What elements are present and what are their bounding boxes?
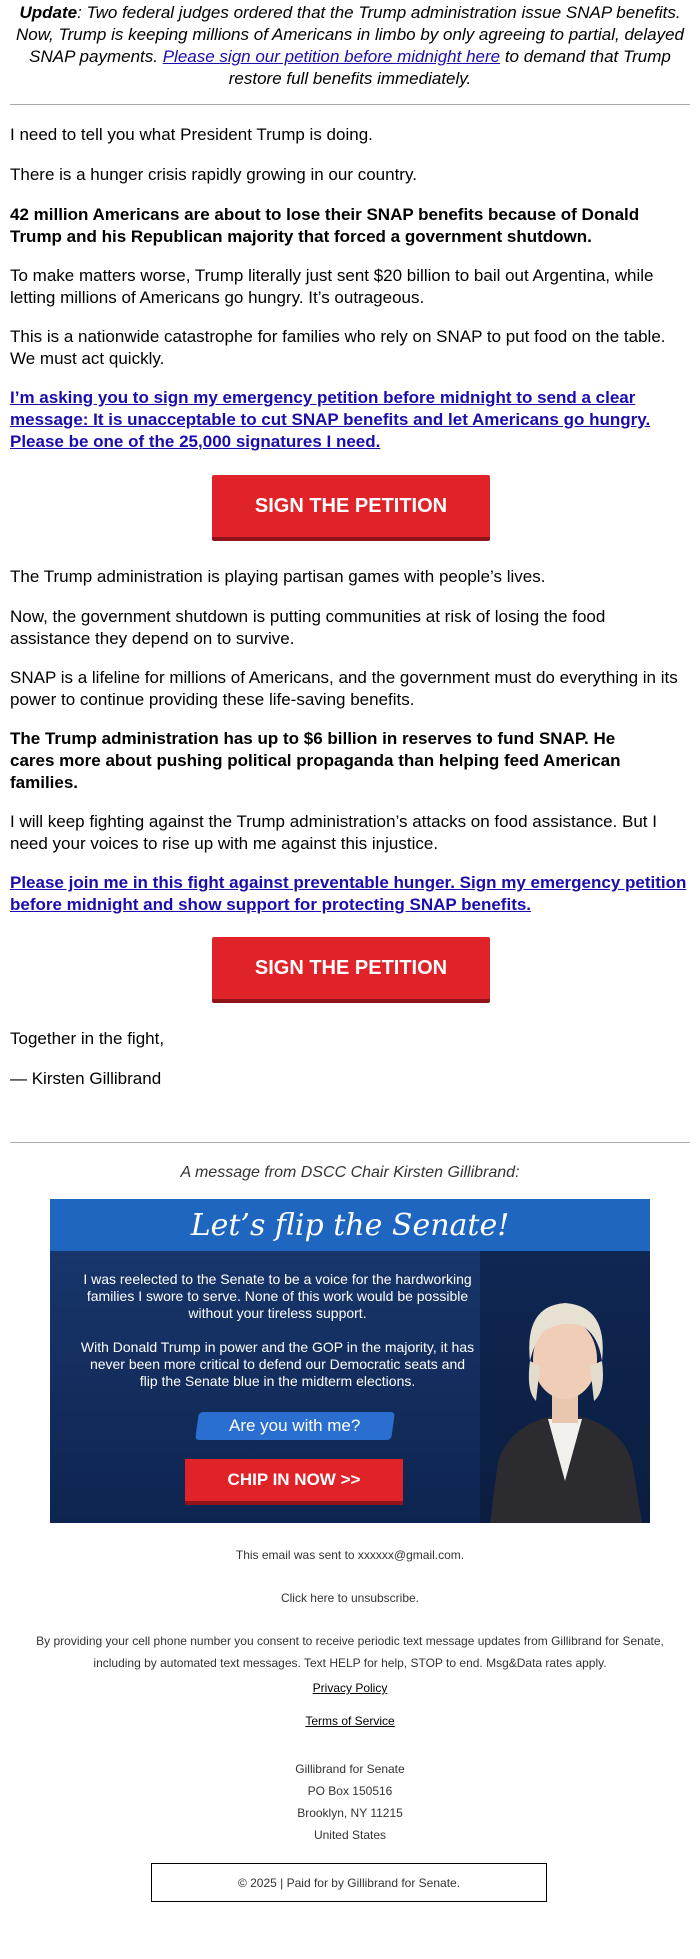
address-line-2: PO Box 150516 — [307, 1784, 393, 1798]
privacy-policy-wrap — [0, 1677, 700, 1699]
paragraph-1: I need to tell you what President Trump is doing. — [10, 125, 373, 144]
signature-wrap — [10, 1068, 690, 1090]
mailing-address — [0, 1758, 700, 1846]
paragraph-5: This is a nationwide catastrophe for families who rely on SNAP to put food on the table. We must act quickly. — [10, 327, 666, 368]
paragraph-6: The Trump administration is playing partisan games with people’s lives. — [10, 567, 546, 586]
signature: — Kirsten Gillibrand — [10, 1069, 162, 1088]
paragraph-9-bold: The Trump administration has up to $6 billion in reserves to fund SNAP. He cares more about pushing political propaganda than helping feed American families. — [10, 729, 621, 792]
petition-link-update[interactable]: Please sign our petition before midnight here — [162, 47, 501, 66]
banner-headline: Let’s flip the Senate! — [190, 1207, 510, 1243]
update-notice — [0, 0, 700, 90]
privacy-policy-link[interactable]: Privacy Policy — [312, 1681, 388, 1695]
paid-for-by-box — [151, 1863, 547, 1902]
donation-banner[interactable] — [50, 1199, 650, 1523]
petition-link-1-wrap — [10, 387, 690, 453]
sms-consent-text: By providing your cell phone number you consent to receive periodic text message updates from Gillibrand for Senate, including by automated text messages. Text HELP for help, STOP to end. Msg&Data rates apply. — [36, 1634, 664, 1670]
update-text-2: to demand that Trump restore full benefits immediately. — [228, 47, 671, 88]
update-label: Update — [19, 3, 78, 22]
address-line-1: Gillibrand for Senate — [295, 1762, 405, 1776]
sign-petition-button-2[interactable]: SIGN THE PETITION — [212, 937, 490, 1003]
senator-portrait-image — [480, 1251, 650, 1523]
banner-paragraph-2: With Donald Trump in power and the GOP in the majority, it has never been more critical to defend our Democratic seats and flip the Senate blue in the midterm elections. — [80, 1339, 475, 1389]
update-text — [10, 0, 690, 90]
banner-header — [50, 1199, 650, 1251]
paragraph-3-bold: 42 million Americans are about to lose their SNAP benefits because of Donald Trump and his Republican majority that forced a government shutdown. — [10, 205, 640, 246]
paragraph-8: SNAP is a lifeline for millions of Americans, and the government must do everything in its power to continue providing these life-saving benefits. — [10, 668, 678, 709]
chip-in-now-button[interactable]: CHIP IN NOW >> — [185, 1459, 403, 1505]
update-text-1: : Two federal judges ordered that the Trump administration issue SNAP benefits. Now, Trump is keeping millions of Americans in limbo by only agreeing to partial, delayed SNAP payments. — [15, 3, 685, 66]
unsubscribe-link[interactable]: Click here to unsubscribe. — [280, 1591, 420, 1605]
sent-to-text: This email was sent to xxxxxx@gmail.com. — [235, 1548, 465, 1562]
closing: Together in the fight, — [10, 1029, 165, 1048]
paragraph-10: I will keep fighting against the Trump administration’s attacks on food assistance. But I need your voices to rise up with me against this injustice. — [10, 812, 657, 853]
paragraph-7: Now, the government shutdown is putting communities at risk of losing the food assistance they depend on to survive. — [10, 607, 606, 648]
petition-link-2-wrap — [10, 872, 690, 916]
petition-link-2[interactable]: Please join me in this fight against preventable hunger. Sign my emergency petition before midnight and show support for protecting SNAP benefits. — [10, 873, 687, 914]
paragraph-4: To make matters worse, Trump literally just sent $20 billion to bail out Argentina, while letting millions of Americans go hungry. It’s outrageous. — [10, 266, 654, 307]
are-you-with-me-label: Are you with me? — [195, 1412, 395, 1440]
sign-petition-button-1[interactable]: SIGN THE PETITION — [212, 475, 490, 541]
closing-wrap — [10, 1028, 690, 1050]
petition-link-1[interactable]: I’m asking you to sign my emergency petition before midnight to send a clear message: It is unacceptable to cut SNAP benefits and let Americans go hungry. Please be one of the 25,000 signatures I need. — [10, 388, 651, 451]
address-line-3: Brooklyn, NY 11215 — [297, 1806, 403, 1820]
unsubscribe-link-wrap — [0, 1587, 700, 1609]
terms-of-service-link[interactable]: Terms of Service — [305, 1714, 395, 1728]
paragraph-2: There is a hunger crisis rapidly growing in our country. — [10, 165, 417, 184]
copyright-text: © 2025 | Paid for by Gillibrand for Senate. — [237, 1875, 461, 1890]
message-label: A message from DSCC Chair Kirsten Gillibrand: — [180, 1164, 520, 1181]
address-line-4: United States — [313, 1828, 387, 1842]
divider-top — [10, 104, 690, 105]
terms-of-service-wrap — [0, 1710, 700, 1732]
divider-bottom — [10, 1142, 690, 1143]
banner-paragraph-1: I was reelected to the Senate to be a voice for the hardworking families I swore to serve. None of this work would be possible without your tireless support. — [83, 1271, 472, 1321]
